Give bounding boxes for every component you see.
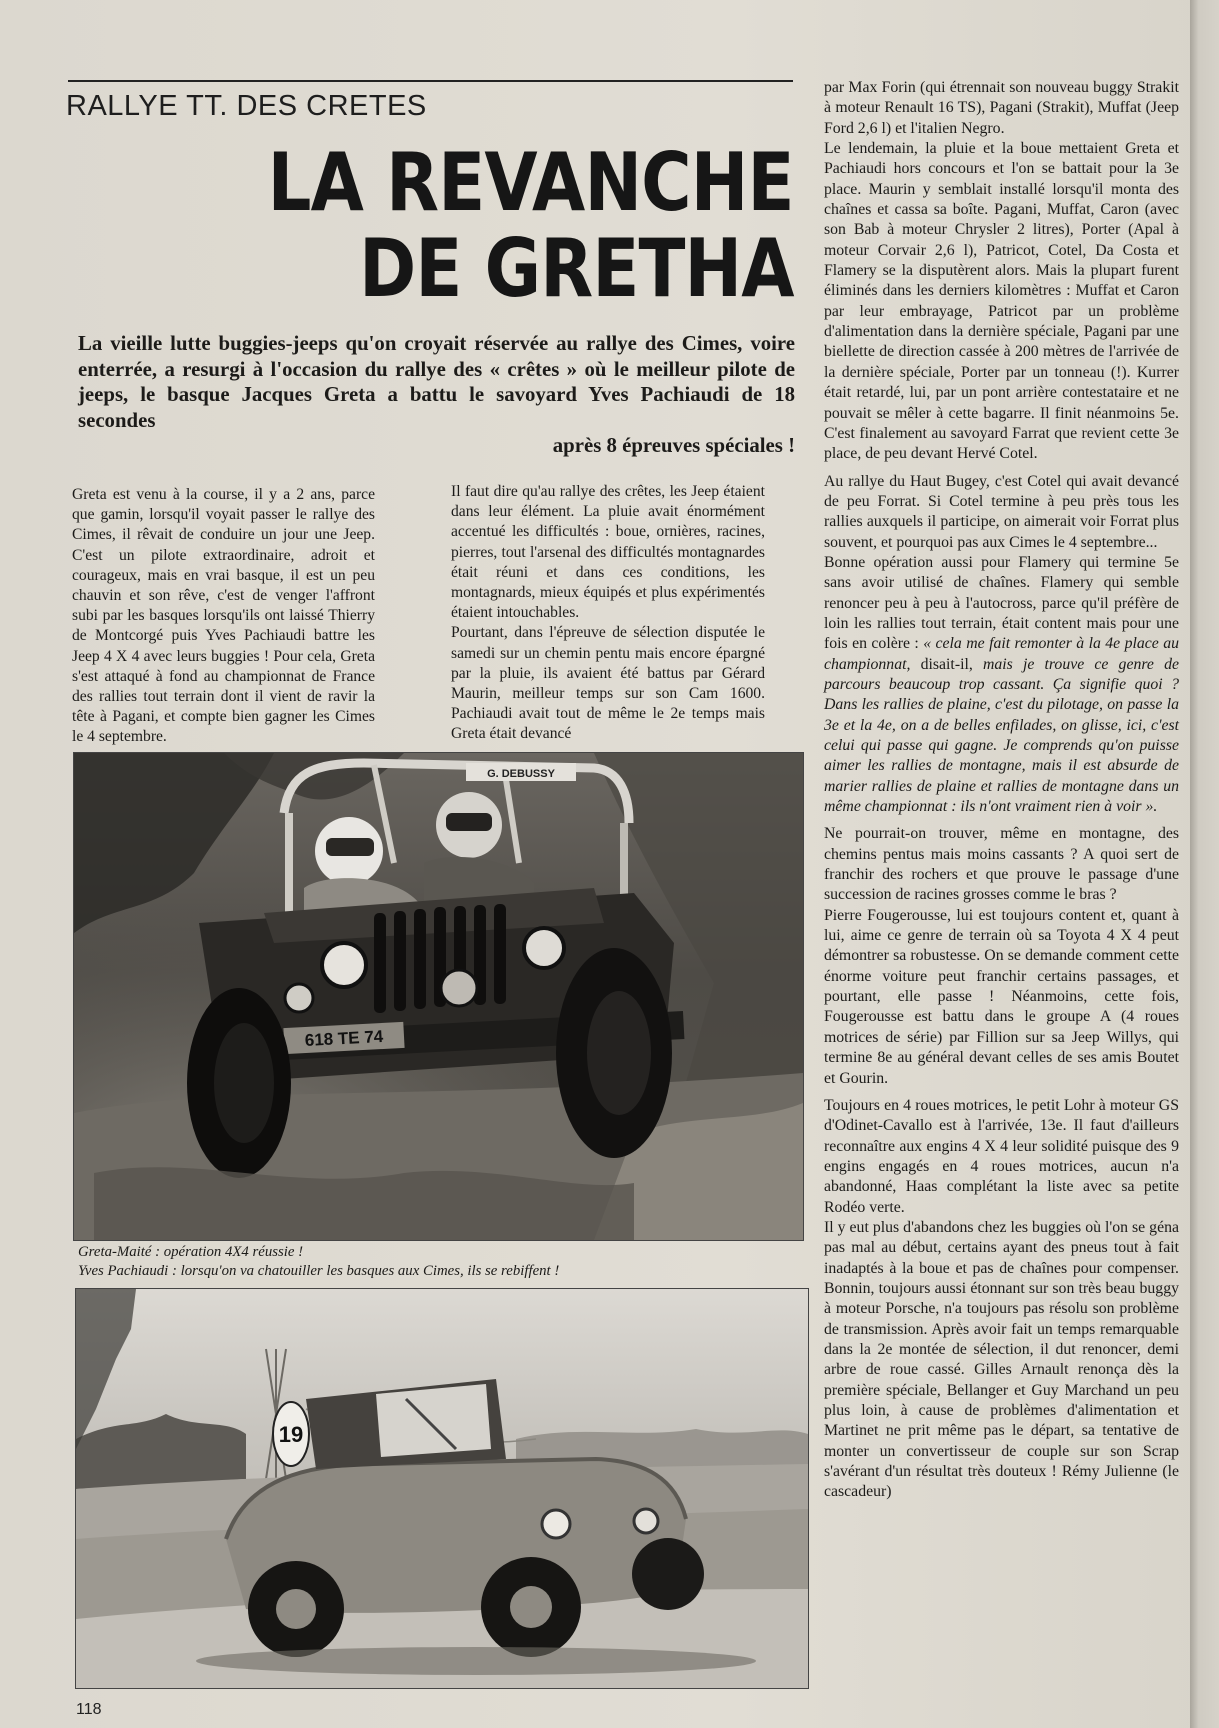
column-3-paragraph: Le lendemain, la pluie et la boue mettaient Greta et Pachiaudi hors concours et l'on se battait pour la 3e place. Maurin y semblait installé lorsqu'il monta des chaînes et cassa sa boîte. Pagani, Muffat, Caron (avec son Bab à moteur Chrysler 2 litres), Porter (Apal à moteur Corvair 2,6 l), Patricot, Cotel, Da Costa et Flamery se la disputèrent alors. Mais la plupart furent éliminés dans les derniers kilomètres : Muffat et Caron par leur embrayage, Patricot par un problème d'alimentation dans la dernière spéciale, Pagani par une biellette de direction cassée à 200 mètres de l'arrivée de la dernière spéciale, Porter par un tonneau (!). Kurrer était retardé, lui, par un pont arrière contestataire et ne pouvait se mêler à cette bagarre. Il finit néanmoins 5e. C'est finalement au savoyard Farrat que revient cette 3e place, de peu devant Hervé Cotel. (824, 140, 1179, 463)
caption-line-1: Greta-Maité : opération 4X4 réussie ! (78, 1244, 304, 1260)
column-2 (451, 482, 765, 745)
column-1 (72, 485, 375, 748)
standfirst-line: a battu le savoyard Yves Pachiaudi de 18 secondes (78, 383, 796, 432)
photo-buggy (75, 1288, 809, 1689)
column-3-paragraph: Toujours en 4 roues motrices, le petit Lohr à moteur GS d'Odinet-Cavallo est à l'arrivée, 13e. Il faut d'ailleurs reconnaître aux engins 4 X 4 leur solidité puisque des 9 engins engagés en 4 roues motrices, aucun n'a abandonné, Haas complétant la liste avec sa petite Rodéo verte. (824, 1096, 1179, 1216)
section-kicker: RALLYE TT. DES CRETES (66, 90, 427, 122)
column-1-paragraph: Greta est venu à la course, il y a 2 ans, parce que gamin, lorsqu'il voyait passer le rallye des Cimes, il rêvait de conduire un jour une Jeep. C'est un pilote extraordinaire, adroit et courageux, mais en vrai basque, il est un peu chauvin et son rêve, c'est de venger l'affront subi par les basques lorsqu'ils ont laissé Thierry de Montcorgé puis Yves Pachiaudi battre les Jeep 4 X 4 avec leurs buggies ! Pour cela, Greta s'est attaqué à fond au championnat de France des rallies tout terrain dont il vient de ravir la tête à Pagani, et compte bien gagner les Cimes le 4 septembre. (72, 486, 375, 746)
quote-attribution: disait-il, (920, 655, 983, 673)
column-3-paragraph: par Max Forin (qui étrennait son nouveau buggy Strakit à moteur Renault 16 TS), Pagani (Strakit), Muffat (Jeep Ford 2,6 l) et l'italien Negro. (824, 79, 1179, 137)
quote-text: mais je trouve ce genre de parcours beaucoup trop cassant. Ça signifie quoi ? Dans les rallies de plaine, c'est du pilotage, on passe la 3e et la 4e, on a de belles enfilades, on glisse, ici, c'est celui qui passe qui gagne. Je comprends qu'on puisse aimer les rallies de montagne, mais il est absurde de marier rallies de plaine et rallies de montagne dans un même championnat : ils n'ont vraiment rien à voir ». (824, 655, 1179, 816)
page-number: 118 (76, 1701, 102, 1718)
standfirst-line: La vieille lutte buggies-jeeps qu'on croyait réservée au rallye des (78, 332, 674, 355)
standfirst (78, 331, 795, 459)
quote-text: « cela me fait remonter à la 4e place au championnat, (824, 635, 1180, 673)
race-number: 19 (278, 1422, 304, 1447)
standfirst-line: Cimes, voire enterrée, a resurgi à l'occasion du rallye des « crêtes » (78, 332, 795, 381)
column-2-paragraph: Il faut dire qu'au rallye des crêtes, les Jeep étaient dans leur élément. La pluie avait énormément accentué les difficultés : boue, ornières, racines, pierres, tout l'arsenal des difficultés montagnardes était réuni et dans ces conditions, les montagnards, mieux équipés et plus expérimentés étaient intouchables. (451, 483, 765, 622)
paragraph-intro: Bonne opération aussi pour Flamery qui termine 5e sans avoir utilisé de chaînes. Flamery qui semble renoncer peu à peu à l'autocross, parce qu'il préfère de loin les rallies tout terrain, était content mais pour une fois en colère : (824, 553, 1179, 653)
standfirst-line: où le meilleur pilote de jeeps, le basque Jacques Greta (78, 357, 795, 406)
license-plate: 618 TE 74 (304, 1026, 384, 1051)
headline-line-1: LA REVANCHE (267, 136, 794, 229)
header-rule (68, 80, 793, 82)
standfirst-last-line: après 8 épreuves spéciales ! (552, 434, 795, 457)
column-3-paragraph: Au rallye du Haut Bugey, c'est Cotel qui avait devancé de peu Forrat. Si Cotel termine à peu près tous les rallies auxquels il participe, on aimerait voir Forrat plus souvent, et pourquoi pas aux Cimes le 4 septembre... (824, 472, 1179, 551)
column-2-paragraph: Pourtant, dans l'épreuve de sélection disputée le samedi sur un chemin pentu mais encore épargné par la pluie, ils avaient été battus par Gérard Maurin, meilleur temps sur son Cam 1600. Pachiaudi avait tout de même le 2e temps mais Greta était devancé (451, 624, 765, 743)
headline (267, 136, 794, 315)
rollbar-lettering: G. DEBUSSY (487, 768, 555, 780)
column-3-quote-paragraph (824, 553, 1179, 817)
caption-line-2: Yves Pachiaudi : lorsqu'on va chatouiller les basques aux Cimes, ils se rebiffent ! (78, 1263, 560, 1279)
column-3 (824, 78, 1179, 1503)
column-3-paragraph: Il y eut plus d'abandons chez les buggies où l'on se géna pas mal au début, certains ayant des pneus tout à fait inadaptés à la boue et pas de chaînes pour compenser. Bonnin, toujours aussi étonnant sur son très beau buggy à moteur Porsche, n'a toujours pas résolu son problème de transmission. Après avoir fait un temps remarquable dans la 2e montée de sélection, il dut renoncer, demi arbre de roue cassé. Gilles Arnault renonça dès la première spéciale, Bellanger et Guy Marchand un peu plus loin, à cause de problèmes d'alimentation et Martinet ne prit même pas le départ, sa tentative de monter un convertisseur de couple sur son Scrap s'avérant d'un résultat très douteux ! Rémy Julienne (le cascadeur) (824, 1218, 1179, 1501)
facing-page-edge (1190, 0, 1219, 1728)
photo-jeep (73, 752, 804, 1241)
column-3-paragraph: Pierre Fougerousse, lui est toujours content et, quant à lui, aime ce genre de terrain où sa Toyota 4 X 4 peut démontrer sa robustesse. On se demande comment cette énorme voiture peut franchir certains passages, et pourtant, elle passe ! Néanmoins, cette fois, Fougerousse est battu dans le groupe A (4 roues motrices de série) par Fillion sur sa Jeep Willys, qui termine 8e au général devant celles de ses amis Boutet et Gourin. (824, 906, 1179, 1087)
photo-caption (78, 1243, 803, 1281)
headline-line-2: DE GRETHA (359, 222, 794, 315)
column-3-paragraph: Ne pourrait-on trouver, même en montagne, des chemins pentus mais moins cassants ? A quoi sert de franchir des rochers et que prouve le passage d'une succession de racines grosses comme le bras ? (824, 825, 1179, 904)
